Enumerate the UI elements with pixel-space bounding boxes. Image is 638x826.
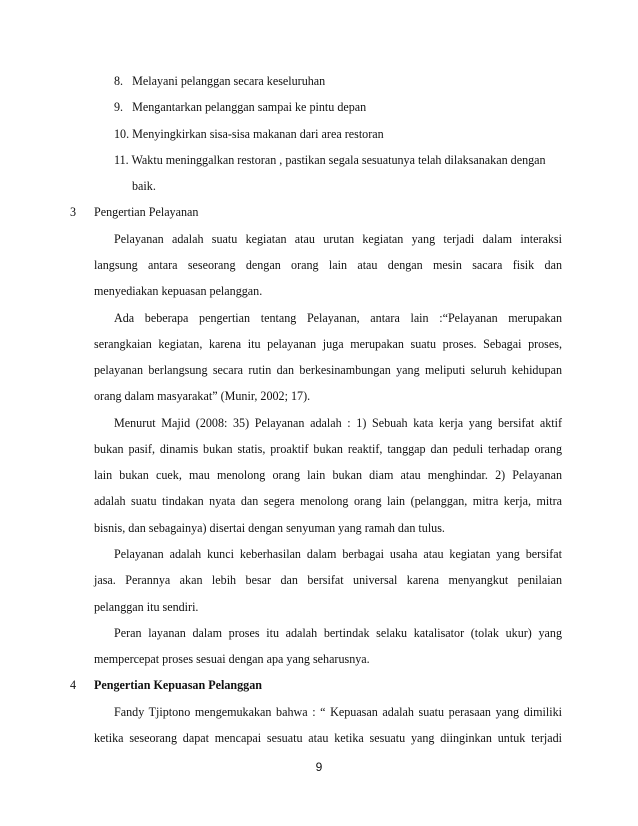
page-number: 9 [315, 760, 323, 774]
section-3-number: 3 [70, 205, 77, 219]
section-3-line: mempercepat proses sesuai dengan apa yang seharusnya. [94, 652, 370, 666]
list-item-8: 8. Melayani pelanggan secara keseluruhan [114, 74, 326, 88]
section-3-line: langsung antara seseorang dengan orang lain atau dengan mesin sacara fisik dan [94, 258, 562, 272]
list-item-11-continuation: baik. [132, 179, 156, 193]
section-4-heading: Pengertian Kepuasan Pelanggan [94, 678, 262, 692]
section-3-line: Peran layanan dalam proses itu adalah bertindak selaku katalisator (tolak ukur) yang [114, 626, 562, 640]
section-3-heading: Pengertian Pelayanan [94, 205, 199, 219]
section-3-line: jasa. Perannya akan lebih besar dan bersifat universal karena menyangkut penilaian [94, 573, 562, 587]
list-item-9: 9. Mengantarkan pelanggan sampai ke pintu depan [114, 100, 367, 114]
section-4-line: Fandy Tjiptono mengemukakan bahwa : “ Kepuasan adalah suatu perasaan yang dimiliki [114, 705, 562, 719]
section-3-line: pelayanan berlangsung secara rutin dan berkesinambungan yang meliputi seluruh kehidupan [94, 363, 562, 377]
section-3-line: orang dalam masyarakat” (Munir, 2002; 17). [94, 389, 311, 403]
section-3-line: Ada beberapa pengertian tentang Pelayanan, antara lain :“Pelayanan merupakan [114, 311, 562, 325]
section-3-line: Pelayanan adalah kunci keberhasilan dalam berbagai usaha atau kegiatan yang bersifat [114, 547, 562, 561]
section-3-line: Menurut Majid (2008: 35) Pelayanan adalah : 1) Sebuah kata kerja yang bersifat aktif [114, 416, 562, 430]
section-4-number: 4 [70, 678, 77, 692]
section-3-line: Pelayanan adalah suatu kegiatan atau urutan kegiatan yang terjadi dalam interaksi [114, 232, 562, 246]
section-3-line: lain bukan cuek, mau menolong orang lain bukan diam atau menghindar. 2) Pelayanan [94, 468, 562, 482]
section-3-line: bisnis, dan sebagainya) disertai dengan senyuman yang ramah dan tulus. [94, 521, 445, 535]
section-3-line: serangkaian kegiatan, karena itu pelayanan juga merupakan suatu proses. Sebagai proses, [94, 337, 562, 351]
section-3-line: bukan pasif, dinamis bukan statis, proaktif bukan reaktif, tanggap dan peduli terhadap orang [94, 442, 562, 456]
section-3-line: adalah suatu tindakan nyata dan segera menolong orang lain (pelanggan, mitra kerja, mitra [94, 494, 562, 508]
section-3-line: menyediakan kepuasan pelanggan. [94, 284, 263, 298]
list-item-11: 11. Waktu meninggalkan restoran , pastikan segala sesuatunya telah dilaksanakan dengan [114, 153, 546, 167]
section-3-line: pelanggan itu sendiri. [94, 600, 199, 614]
section-4-line: ketika seseorang dapat mencapai sesuatu atau ketika sesuatu yang diinginkan untuk terjadi [94, 731, 562, 745]
list-item-10: 10. Menyingkirkan sisa-sisa makanan dari area restoran [114, 127, 384, 141]
